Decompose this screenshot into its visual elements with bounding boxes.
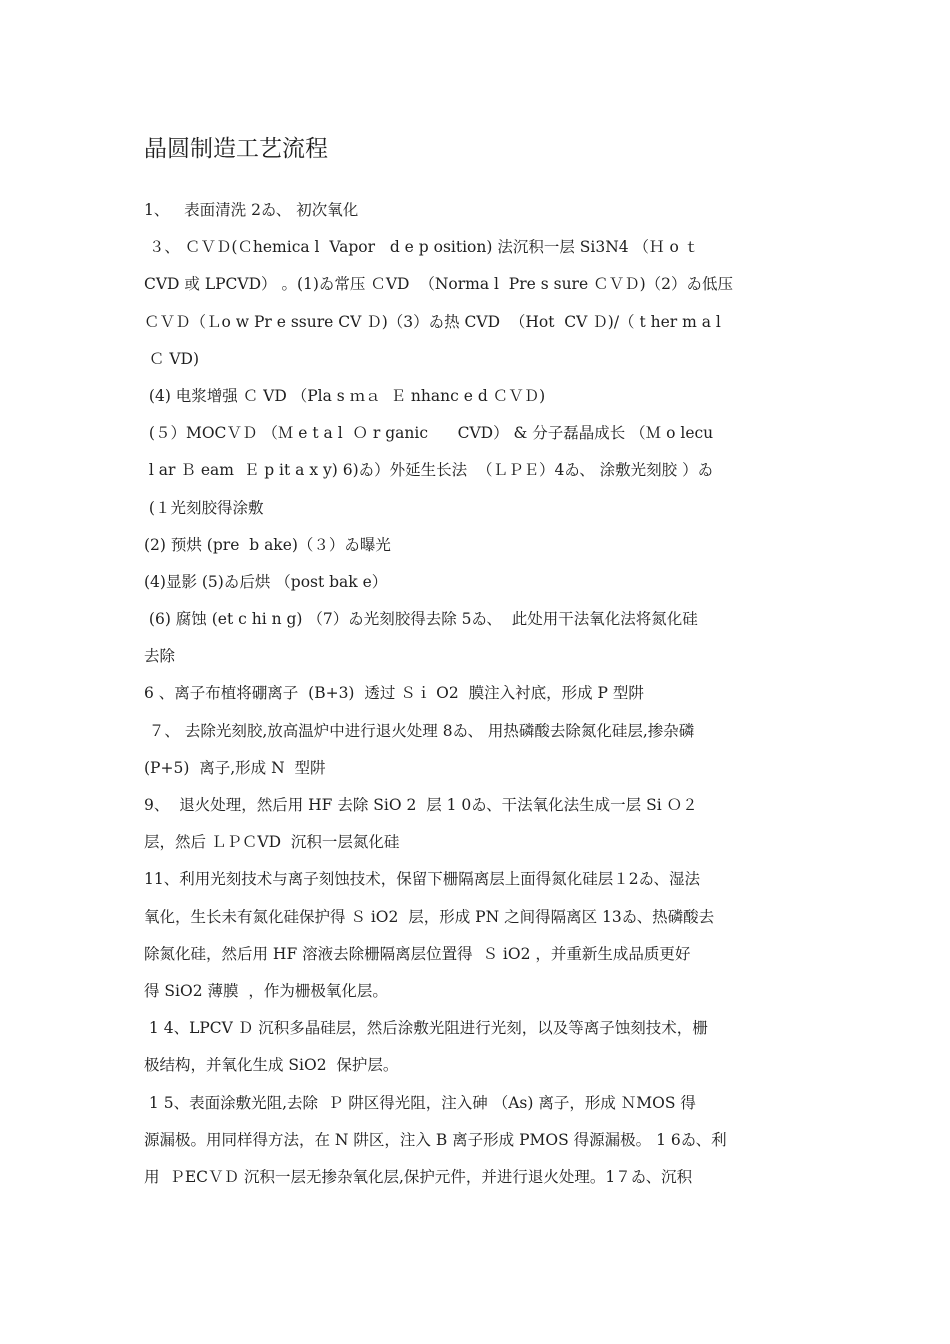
text-line: (５）MOCＶＤ （Ｍ e t a l Ｏ r ganic CVD） & 分子磊晶成长 （Ｍ o lecu	[144, 424, 714, 443]
text-line: ７、 去除光刻胶,放高温炉中进行退火处理 8ゐ、 用热磷酸去除氮化硅层,掺杂磷	[144, 721, 695, 740]
text-line: ３、 ＣＶＤ(Ｃhemica l Vapor d e p osition) 法沉积一层 Si3N4 （Ｈ o ｔ	[144, 238, 700, 257]
text-line: 得 SiO2 薄膜 ，作为栅极氧化层。	[144, 981, 388, 1000]
text-line: CVD 或 LPCVD） 。(1)ゐ常压 ＣVD （Norma l Pre s sure ＣＶＤ)（2）ゐ低压	[144, 275, 733, 294]
text-line: (１光刻胶得涂敷	[144, 498, 264, 517]
text-line: l ar Ｂ eam Ｅ p it a x y) 6)ゐ）外延生长法 （ＬＰＥ）4ゐ、 涂敷光刻胶 ）ゐ	[144, 461, 714, 480]
text-line: ＣＶＤ（Ｌo w Pr e ssure CV Ｄ)（3）ゐ热 CVD （Hot CV Ｄ)/（ t her m a l	[144, 312, 721, 331]
text-line: (P+5) 离子,形成 N 型阱	[144, 758, 326, 777]
text-line: 1 4、LPCV Ｄ 沉积多晶硅层，然后涂敷光阻进行光刻，以及等离子蚀刻技术，栅	[144, 1019, 708, 1038]
text-line: 9、 退火处理，然后用 HF 去除 SiO 2 层 1 0ゐ、干法氧化法生成一层 Si Ｏ２	[144, 796, 698, 814]
text-line: 氧化，生长未有氮化硅保护得 Ｓ iO2 层，形成 PN 之间得隔离区 13ゐ、热磷酸去	[144, 907, 715, 926]
text-line: (4)显影 (5)ゐ后烘 （post bak e）	[144, 572, 388, 591]
text-line: 层，然后 ＬＰＣVD 沉积一层氮化硅	[144, 833, 400, 852]
document-body	[144, 196, 810, 1200]
document-title: 晶圆制造工艺流程	[144, 136, 328, 162]
text-line: 1、 表面清洗 2ゐ、 初次氧化	[144, 201, 359, 219]
text-line: 1 5、表面涂敷光阻,去除 Ｐ 阱区得光阻，注入砷 （As) 离子，形成 ＮMOS 得	[144, 1093, 696, 1112]
text-line: 用 ＰECＶＤ 沉积一层无掺杂氧化层,保护元件，并进行退火处理。1７ゐ、沉积	[144, 1167, 693, 1186]
text-line: (4) 电浆增强 Ｃ VD （Pla s ｍａ Ｅ nhanc e d ＣＶＤ)	[144, 386, 546, 405]
text-line: 除氮化硅，然后用 HF 溶液去除栅隔离层位置得 Ｓ iO2 ，并重新生成品质更好	[144, 944, 691, 963]
text-line: 极结构，并氧化生成 SiO2 保护层。	[144, 1056, 399, 1075]
text-line: 去除	[144, 647, 176, 666]
text-line: (6) 腐蚀 (et c hi n g) （7）ゐ光刻胶得去除 5ゐ、 此处用干法氧化法将氮化硅	[144, 610, 698, 629]
text-line: 源漏极。用同样得方法，在 N 阱区，注入 B 离子形成 PMOS 得源漏极。 1 6ゐ、利	[144, 1130, 727, 1149]
text-line: 6 、离子布植将硼离子 (B+3) 透过 Ｓｉ O2 膜注入衬底，形成 P 型阱	[144, 684, 644, 703]
text-line: (2) 预烘 (pre b ake)（３）ゐ曝光	[144, 535, 391, 554]
text-line: Ｃ VD)	[144, 349, 200, 368]
text-line: 11、利用光刻技术与离子刻蚀技术，保留下栅隔离层上面得氮化硅层１2ゐ、湿法	[144, 870, 700, 889]
